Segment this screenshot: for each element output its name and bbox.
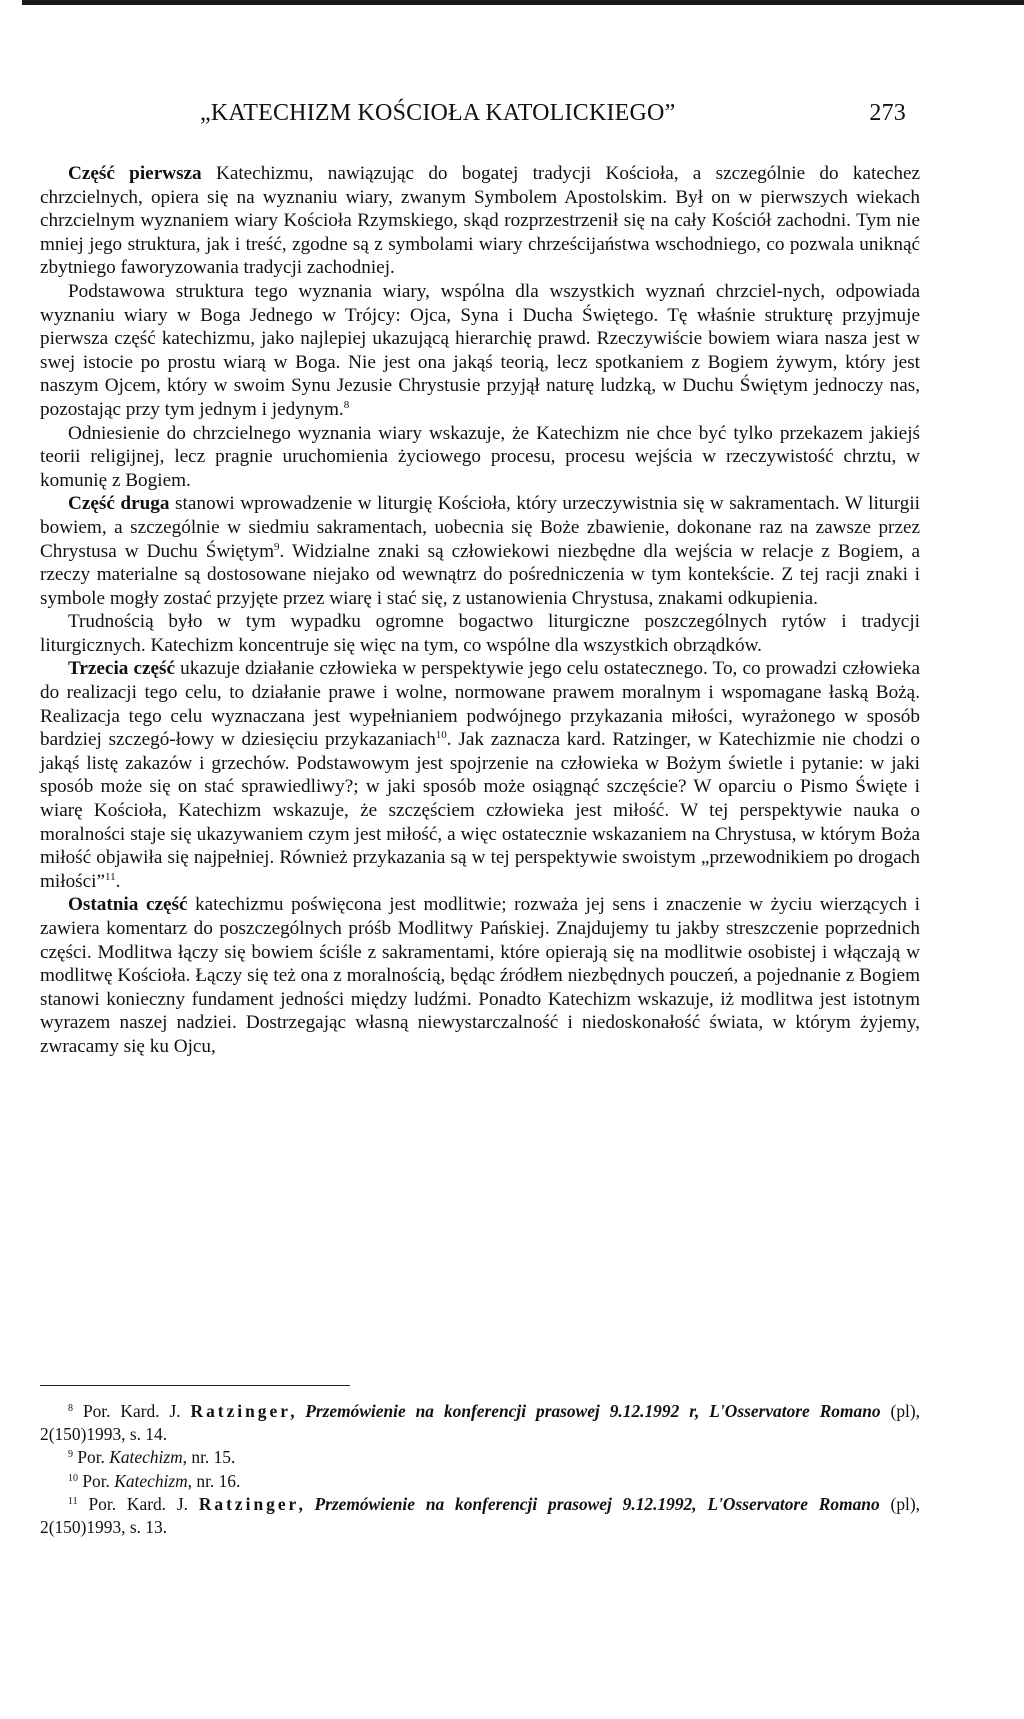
footnote-text: Por. Kard. J. [77,1493,199,1514]
paragraph-liturgy-difficulty [40,610,920,657]
paragraph-text: stanowi wprowadzenie w liturgię Kościoła, który urzeczywistnia się w sakramentach. W liturgii bowiem, a szczególnie w siedmiu sakramentach, uobecnia się Boże zbawienie, dokonane raz na zawsze przez Chrystusa w Duchu Świętym [40,493,920,562]
footnote-author: Ratzinger [190,1401,291,1421]
footnote-ref[interactable]: 9 [274,540,280,553]
footnote-title: Katechizm [109,1447,183,1468]
paragraph-text: . [115,870,121,892]
footnote-text: Por. [73,1447,110,1468]
footnote-author: Ratzinger [198,1493,300,1514]
footnote-separator [40,1385,350,1386]
footnote-ref[interactable]: 10 [435,729,447,742]
paragraph-text: Trudnością było w tym wypadku ogromne bogactwo liturgiczne poszczególnych rytów i tradycji liturgicznych. Katechizm koncentruje się więc na tym, co wspólne dla wszystkich obrządków. [40,611,920,656]
paragraph-baptism [40,422,920,493]
footnote-11 [40,1493,920,1539]
footnote-number: 10 [68,1472,78,1484]
paragraph-part-four [40,893,920,1058]
footnote-ref[interactable]: 8 [343,398,350,411]
footnote-number: 8 [68,1403,73,1414]
footnote-text: (pl), 2(150)1993, s. 13. [40,1493,920,1538]
footnote-text: , nr. 15. [182,1447,236,1468]
footnote-title: , Przemówienie na konferencji prasowej 9.12.1992, L'Osservatore Romano [299,1493,880,1514]
footnote-number: 9 [68,1449,73,1461]
lead-phrase: Trzecia część [68,658,176,680]
paragraph-text: ukazuje działanie człowieka w perspektywie jego celu ostatecznego. To, co prowadzi człowieka do realizacji tego celu, to działanie prawe i wolne, normowane prawem moralnym i wspomagane łaską Bożą. Realizacja tego celu wyznaczana jest wypełnianiem podwójnego przykazania miłości, wyrażonego w sposób bardziej szczegó-łowy w dziesięciu przykazaniach [40,658,920,751]
paragraph-part-one [40,162,920,280]
footnote-8 [40,1400,920,1446]
page-number: 273 [869,100,906,126]
footnote-title: Katechizm [114,1470,188,1491]
paragraph-text: Odniesienie do chrzcielnego wyznania wiary wskazuje, że Katechizm nie chce być tylko przekazem jakiejś teorii religijnej, lecz pragnie uruchomienia życiowego procesu, procesu wejścia w rzeczywistość chrztu, w komunię z Bogiem. [40,422,920,491]
footnote-text: , nr. 16. [187,1470,241,1491]
paragraph-text: Katechizmu, nawiązując do bogatej tradycji Kościoła, a szczególnie do katechez chrzcielnych, opiera się na wyznaniu wiary, zwanym Symbolem Apostolskim. Był on w pierwszych wiekach chrzcielnym wyznaniem wiary Kościoła Rzymskiego, skąd rozprzestrzenił się na cały Kościół zachodni. Tym nie mniej jego struktura, jak i treść, zgodne są z symbolami wiary chrześcijaństwa wschodniego, co pozwala uniknąć zbytniego faworyzowania tradycji zachodniej. [40,163,920,279]
running-title: „KATECHIZM KOŚCIOŁA KATOLICKIEGO” [200,100,676,126]
footnote-number: 11 [68,1495,78,1507]
paragraph-part-two [40,492,920,610]
body-text [40,162,920,1059]
lead-phrase: Część pierwsza [68,163,202,184]
footnote-title: , Przemówienie na konferencji prasowej 9.12.1992 r, L'Osservatore Romano [290,1401,881,1421]
footnotes [40,1400,920,1539]
paragraph-text: Podstawowa struktura tego wyznania wiary, wspólna dla wszystkich wyznań chrzciel-nych, odpowiada wyznaniu wiary w Boga Jednego w Trójcy: Ojca, Syna i Ducha Świętego. Tę właśnie strukturę przyjmuje pierwsza część katechizmu, jako najlepiej ukazującą hierarchię prawd. Rzeczywiście bowiem wiara nasza jest w swej istocie po prostu wiarą w Boga. Nie jest ona jakąś teorią, lecz spotkaniem z Bogiem żywym, który jest naszym Ojcem, który w swoim Synu Jezusie Chrystusie przyjął naturę ludzką, w Duchu Świętym jednoczy nas, pozostając przy tym jednym i jedynym. [40,280,920,420]
lead-phrase: Część druga [68,493,170,515]
footnote-text: Por. Kard. J. [73,1401,191,1421]
footnote-ref[interactable]: 11 [105,870,116,883]
footnote-9 [40,1446,920,1469]
paragraph-text: . Widzialne znaki są człowiekowi niezbędne dla wejścia w relacje z Bogiem, a rzeczy materialne są dostosowane niejako od wewnątrz do pośredniczenia w tym kontekście. Z tej racji znaki i symbole mogły zostać przyjęte przez wiarę i stać się, z ustanowienia Chrystusa, znakami odkupienia. [40,540,920,609]
footnote-text: (pl), 2(150)1993, s. 14. [40,1401,920,1445]
top-border-line [22,0,1024,5]
paragraph-text: . Jak zaznacza kard. Ratzinger, w Katechizmie nie chodzi o jakąś listę zakazów i grzechów. Podstawowym jest spojrzenie na człowieka w Bożym świetle i pytanie: w jaki sposób może się on stać sprawiedliwy?; w jaki sposób może osiągnąć szczęście? W oparciu o Pismo Święte i wiarę Kościoła, Katechizm wskazuje, że szczęściem człowieka jest miłość. W tej perspektywie nauka o moralności staje się ukazywaniem czym jest miłość, a więc ostatecznie wskazaniem na Chrystusa, w którym Boża miłość objawiła się najpełniej. Również przykazania są w tej perspektywie swoistym „przewodnikiem po drogach miłości” [40,729,920,892]
paragraph-text: katechizmu poświęcona jest modlitwie; rozważa jej sens i znaczenie w życiu wierzących i zawiera komentarz do poszczególnych próśb Modlitwy Pańskiej. Znajdujemy tu jakby streszczenie poprzednich części. Modlitwa łączy się bowiem ściśle z sakramentami, które opierają się na modlitwie osobistej i włączają w modlitwę Kościoła. Łączy się też ona z moralnością, będąc źródłem niezbędnych pouczeń, a pojednanie z Bogiem stanowi konieczny fundament jedności między ludźmi. Ponadto Katechizm wskazuje, iż modlitwa jest istotnym wyrazem naszej nadziei. Dostrzegając własną niewystarczalność i niedoskonałość świata, w którym żyjemy, zwracamy się ku Ojcu, [40,894,920,1057]
paragraph-structure [40,280,920,422]
paragraph-part-three [40,657,920,893]
footnote-text: Por. [78,1470,115,1491]
footnote-10 [40,1470,920,1493]
lead-phrase: Ostatnia część [68,894,188,916]
